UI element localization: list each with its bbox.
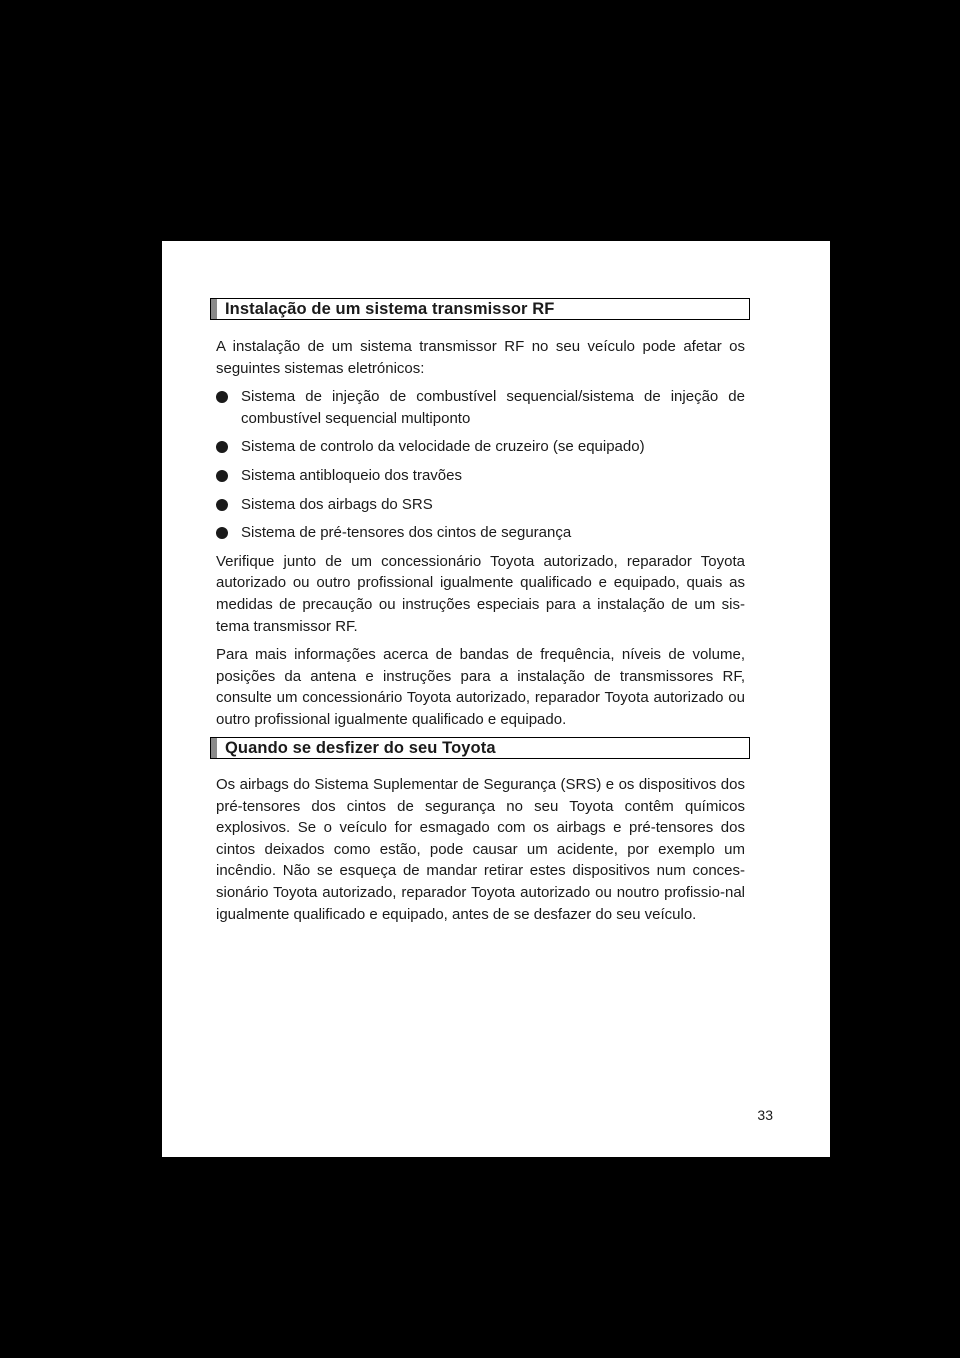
information-paragraph: Para mais informações acerca de bandas de frequência, níveis de volume, posições da antena e instruções para a instalação de transmissores RF, consulte um concessionário Toyota autorizado, reparador Toyota autorizado ou outro profissional igualmente qualificado e equipado. <box>216 646 745 728</box>
verification-paragraph: Verifique junto de um concessionário Toyota autorizado, reparador Toyota autorizado ou outro profissional igualmente qualificado e equipado, quais as medidas de precaução ou instruções especiais para a instalação de um sis-tema transmissor RF. <box>216 552 745 635</box>
bullet-dot-icon <box>216 499 228 511</box>
intro-paragraph: A instalação de um sistema transmissor RF no seu veículo pode afetar os seguintes sistemas eletrónicos: <box>216 338 745 377</box>
list-item <box>216 494 745 516</box>
bullet-dot-icon <box>216 391 228 403</box>
section-title: Instalação de um sistema transmissor RF <box>225 299 555 318</box>
list-item-text: Sistema dos airbags do SRS <box>241 495 433 513</box>
list-item-text: Sistema de injeção de combustível sequencial/sistema de injeção de combustível sequencial multiponto <box>241 388 745 427</box>
section-heading-disposal <box>210 737 750 759</box>
section-body-rf-transmitter <box>216 336 745 731</box>
page-number: 33 <box>757 1107 773 1123</box>
bullet-dot-icon <box>216 527 228 539</box>
list-item-text: Sistema de controlo da velocidade de cruzeiro (se equipado) <box>241 438 645 456</box>
manual-page <box>162 241 830 1157</box>
list-item <box>216 436 745 458</box>
bullet-dot-icon <box>216 441 228 453</box>
section-body-disposal <box>216 774 745 925</box>
list-item-text: Sistema de pré-tensores dos cintos de segurança <box>241 524 572 542</box>
list-item <box>216 465 745 487</box>
list-item <box>216 386 745 429</box>
list-item-text: Sistema antibloqueio dos travões <box>241 466 462 484</box>
disposal-paragraph: Os airbags do Sistema Suplementar de Segurança (SRS) e os dispositivos dos pré-tensores dos cintos de segurança no seu Toyota contêm químicos explosivos. Se o veículo for esmagado com os airbags e pré-tensores dos cintos deixados como estão, pode causar um acidente, por exemplo um incêndio. Não se esqueça de mandar retirar estes dispositivos num conces-sionário Toyota autorizado, reparador Toyota autorizado ou noutro profissio-nal igualmente qualificado e equipado, antes de se desfazer do seu veículo. <box>216 776 745 923</box>
section-title: Quando se desfizer do seu Toyota <box>225 738 496 757</box>
section-heading-rf-transmitter <box>210 298 750 320</box>
list-item <box>216 522 745 544</box>
bullet-dot-icon <box>216 470 228 482</box>
